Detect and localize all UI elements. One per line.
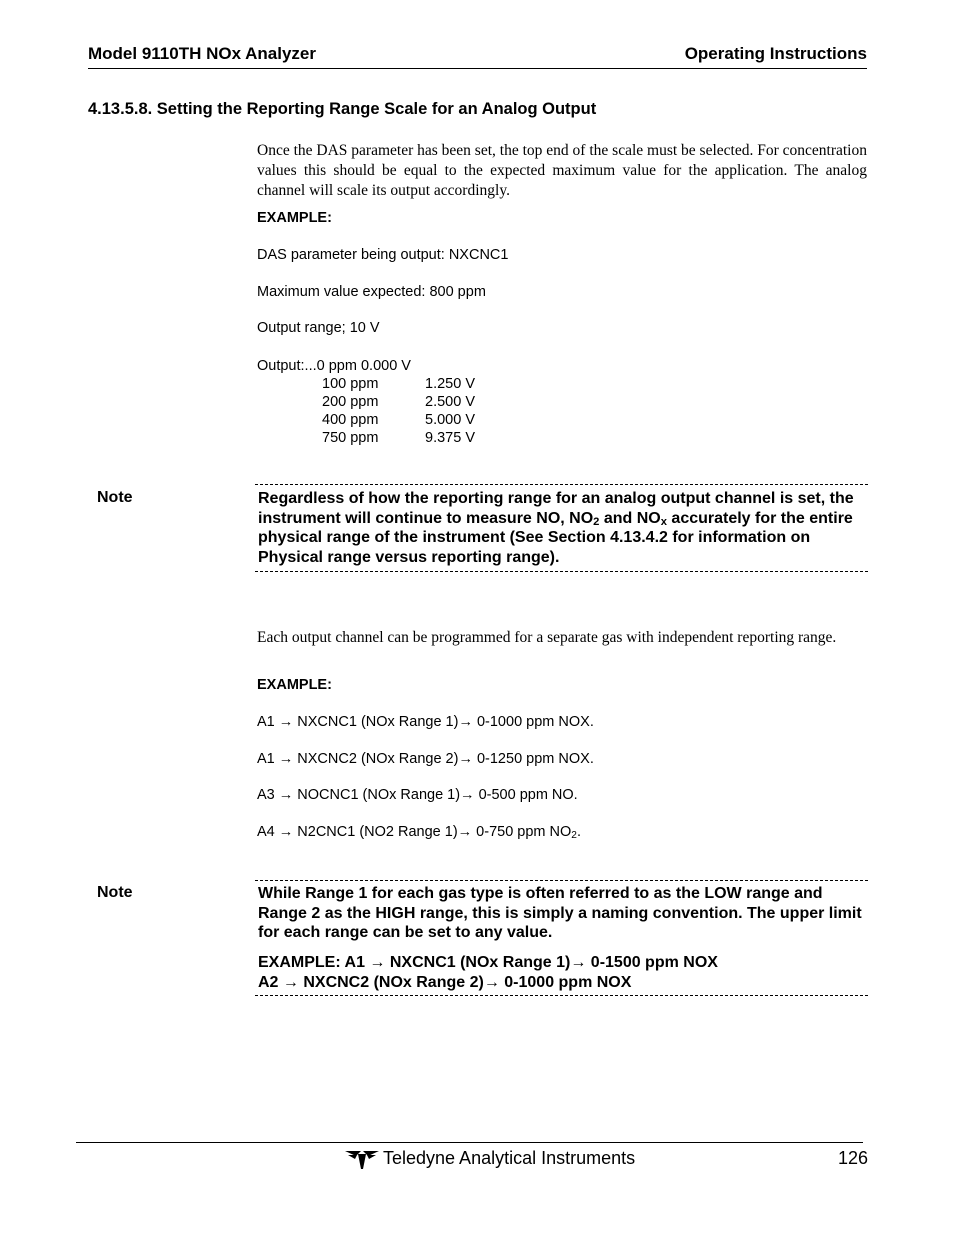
note1-subscript-2: 2 bbox=[593, 515, 600, 528]
table-row bbox=[257, 411, 475, 429]
example2-line-1: A1 → NXCNC1 (NOx Range 1)→ 0-1000 ppm NOX. bbox=[257, 714, 594, 730]
example2-label: EXAMPLE: bbox=[257, 677, 332, 693]
volt-cell: 1.250 V bbox=[425, 376, 475, 392]
page-number: 126 bbox=[838, 1148, 869, 1168]
table-row bbox=[257, 429, 475, 447]
example1-max-value: Maximum value expected: 800 ppm bbox=[257, 284, 486, 300]
intro-paragraph: Once the DAS parameter has been set, the top end of the scale must be selected. For concentration values this should be equal to the expected maximum value for the application. The analog channel will scale its output accordingly. bbox=[257, 142, 867, 199]
footer-company: Teledyne Analytical Instruments bbox=[383, 1148, 636, 1168]
example1-output-range: Output range; 10 V bbox=[257, 320, 380, 336]
example2-subscript-2: 2 bbox=[571, 830, 577, 841]
note2-label: Note bbox=[97, 884, 133, 901]
note1-label: Note bbox=[97, 489, 133, 506]
example2-line-2: A1 → NXCNC2 (NOx Range 2)→ 0-1250 ppm NOX. bbox=[257, 751, 594, 767]
note2-body: While Range 1 for each gas type is often referred to as the LOW range and Range 2 as the HIGH range, this is simply a naming convention. The upper limit for each range can be set to any value. bbox=[258, 885, 862, 942]
ppm-cell: 200 ppm bbox=[322, 394, 379, 410]
ppm-cell: 400 ppm bbox=[322, 412, 379, 428]
note1-text-c: accurately for the entire physical range of the instrument (See Section 4.13.4.2 for information on Physical range versus reporting range). bbox=[258, 509, 853, 567]
teledyne-logo-icon bbox=[344, 1148, 380, 1170]
example2-line-4-end: . bbox=[576, 824, 581, 840]
table-row bbox=[257, 393, 475, 411]
volt-cell: 5.000 V bbox=[425, 412, 475, 428]
volt-cell: 2.500 V bbox=[425, 394, 475, 410]
note2-example-line-2: A2 → NXCNC2 (NOx Range 2)→ 0-1000 ppm NOX bbox=[258, 974, 632, 991]
example2-line-3: A3 → NOCNC1 (NOx Range 1)→ 0-500 ppm NO. bbox=[257, 787, 578, 803]
note1-subscript-x: x bbox=[660, 515, 667, 528]
example2-line-4-text: A4 → N2CNC1 (NO2 Range 1)→ 0-750 ppm NO bbox=[257, 824, 572, 840]
example1-das-parameter: DAS parameter being output: NXCNC1 bbox=[257, 247, 509, 263]
header-rule bbox=[88, 68, 867, 69]
note2-top-divider bbox=[255, 880, 868, 881]
output-table bbox=[257, 357, 475, 447]
ppm-cell: 100 ppm bbox=[322, 376, 379, 392]
note1-body bbox=[258, 489, 870, 568]
ppm-cell: 750 ppm bbox=[322, 430, 379, 446]
output-table-first-row: Output:...0 ppm 0.000 V bbox=[257, 358, 411, 374]
footer-rule bbox=[76, 1142, 863, 1143]
volt-cell: 9.375 V bbox=[425, 430, 475, 446]
note1-bottom-divider bbox=[255, 571, 868, 572]
header-title: Model 9110TH NOx Analyzer bbox=[88, 44, 317, 63]
table-row bbox=[257, 375, 475, 393]
section-title: 4.13.5.8. Setting the Reporting Range Scale for an Analog Output bbox=[88, 100, 597, 118]
example1-label: EXAMPLE: bbox=[257, 210, 332, 226]
middle-paragraph: Each output channel can be programmed for a separate gas with independent reporting range. bbox=[257, 629, 837, 646]
header-section: Operating Instructions bbox=[684, 44, 867, 63]
note1-text-a: Regardless of how the reporting range for an analog output channel is set, the instrument will continue to measure NO, NO bbox=[258, 490, 854, 527]
note1-text-b: and NO bbox=[599, 509, 661, 527]
note1-top-divider bbox=[255, 484, 868, 485]
note2-bottom-divider bbox=[255, 995, 868, 996]
example2-line-4 bbox=[257, 824, 581, 840]
note2-example-line-1: EXAMPLE: A1 → NXCNC1 (NOx Range 1)→ 0-1500 ppm NOX bbox=[258, 954, 718, 971]
